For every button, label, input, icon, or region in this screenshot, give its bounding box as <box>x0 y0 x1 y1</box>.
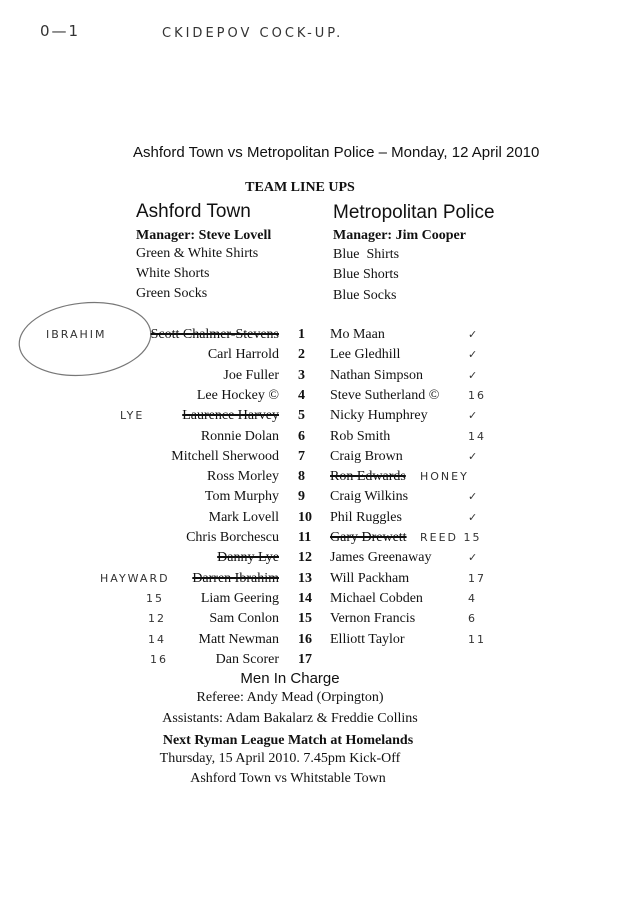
away-player-handwritten-note: ✓ <box>468 510 480 524</box>
away-player-name: Lee Gledhill <box>330 347 401 363</box>
player-row <box>0 368 628 388</box>
player-row <box>0 429 628 449</box>
next-match-fixture: Ashford Town vs Whitstable Town <box>190 771 386 786</box>
away-player-handwritten-note: ✓ <box>468 449 480 463</box>
home-player-handwritten-note: IBRAHIM <box>46 328 107 341</box>
shirt-number: 15 <box>298 611 312 627</box>
home-player-handwritten-note: 15 <box>146 591 164 605</box>
away-player-handwritten-note: 14 <box>468 429 486 443</box>
player-row <box>0 632 628 652</box>
shirt-number: 2 <box>298 347 305 363</box>
shirt-number: 13 <box>298 570 312 586</box>
shirt-number: 7 <box>298 448 305 464</box>
shirt-number: 11 <box>298 530 312 545</box>
home-player-name: Scott Chalmer-Stevens <box>150 327 279 342</box>
shirt-number: 1 <box>298 327 305 342</box>
away-player-handwritten-note: ✓ <box>468 348 480 362</box>
home-player-name: Mark Lovell <box>208 509 279 525</box>
home-player-name: Ronnie Dolan <box>200 428 279 444</box>
away-player-handwritten-note: ✓ <box>468 490 480 504</box>
player-row <box>0 550 628 570</box>
away-player-name: Elliott Taylor <box>330 631 405 647</box>
away-kit-shirts: Blue Shirts <box>333 247 400 262</box>
away-player-name: Rob Smith <box>330 428 391 444</box>
away-player-name: Phil Ruggles <box>330 509 402 525</box>
home-player-handwritten-note: 14 <box>148 632 166 646</box>
shirt-number: 16 <box>298 631 312 647</box>
away-kit-shorts: Blue Shorts <box>333 267 399 282</box>
shirt-number: 4 <box>298 387 305 403</box>
away-player-name: Michael Cobden <box>330 590 423 606</box>
home-player-name: Laurence Harvey <box>182 408 279 424</box>
shirt-number: 17 <box>298 651 312 667</box>
player-row <box>0 327 628 347</box>
handwritten-note: CKIDEPOV COCK-UP. <box>162 26 344 41</box>
shirt-number: 3 <box>298 367 305 383</box>
away-player-name: James Greenaway <box>330 550 432 566</box>
away-player-handwritten-note: 16 <box>468 388 486 402</box>
assistants-line: Assistants: Adam Bakalarz & Freddie Collins <box>162 711 418 726</box>
home-player-name: Danny Lye <box>217 550 279 566</box>
home-kit-shirts: Green & White Shirts <box>136 246 259 261</box>
away-manager: Manager: Jim Cooper <box>333 228 466 243</box>
home-player-name: Matt Newman <box>198 631 279 647</box>
away-player-name: Gary Drewett <box>330 530 407 545</box>
home-player-handwritten-note: 12 <box>148 612 166 626</box>
away-player-handwritten-note: ✓ <box>468 368 480 382</box>
home-player-name: Chris Borchescu <box>186 530 279 545</box>
away-player-name: Will Packham <box>330 570 410 586</box>
home-player-name: Liam Geering <box>200 590 279 606</box>
player-row <box>0 469 628 489</box>
away-player-handwritten-note: ✓ <box>468 551 480 565</box>
shirt-number: 10 <box>298 509 312 525</box>
away-player-name: Steve Sutherland © <box>330 387 440 403</box>
player-row <box>0 510 628 530</box>
player-row <box>0 408 628 428</box>
match-title: Ashford Town vs Metropolitan Police – Monday, 12 April 2010 <box>133 144 540 161</box>
player-row <box>0 611 628 631</box>
away-player-handwritten-note: ✓ <box>468 328 480 341</box>
shirt-number: 8 <box>298 469 305 485</box>
away-player-handwritten-note: ✓ <box>468 409 480 423</box>
shirt-number: 5 <box>298 408 305 424</box>
shirt-number: 14 <box>298 590 312 606</box>
away-player-name: Craig Brown <box>330 448 403 464</box>
home-player-name: Lee Hockey © <box>196 387 279 403</box>
next-match-date: Thursday, 15 April 2010. 7.45pm Kick-Off <box>159 751 401 766</box>
home-player-name: Sam Conlon <box>209 611 279 627</box>
next-match-heading: Next Ryman League Match at Homelands <box>162 733 414 748</box>
away-player-handwritten-note: REED 15 <box>420 531 482 544</box>
player-row <box>0 449 628 469</box>
player-row <box>0 489 628 509</box>
shirt-number: 12 <box>298 550 312 566</box>
away-player-name: Vernon Francis <box>330 611 416 627</box>
home-player-name: Dan Scorer <box>215 651 279 667</box>
away-team-name: Metropolitan Police <box>333 202 495 223</box>
away-player-handwritten-note: HONEY <box>420 470 469 484</box>
home-kit-socks: Green Socks <box>136 286 208 301</box>
home-player-name: Tom Murphy <box>204 489 279 505</box>
officials-heading: Men In Charge <box>240 670 340 687</box>
home-team-name: Ashford Town <box>136 201 251 222</box>
player-row <box>0 652 628 672</box>
shirt-number: 9 <box>298 489 305 505</box>
handwritten-score: 0—1 <box>40 22 81 40</box>
away-player-handwritten-note: 6 <box>468 612 477 626</box>
home-player-handwritten-note: LYE <box>120 409 145 423</box>
away-kit-socks: Blue Socks <box>333 288 397 303</box>
home-player-handwritten-note: HAYWARD <box>100 571 170 585</box>
home-player-name: Carl Harrold <box>207 347 279 363</box>
away-player-name: Ron Edwards <box>330 469 406 485</box>
away-player-name: Nicky Humphrey <box>330 408 428 424</box>
player-row <box>0 530 628 550</box>
home-player-name: Mitchell Sherwood <box>171 448 279 464</box>
referee-line: Referee: Andy Mead (Orpington) <box>196 690 384 705</box>
away-player-name: Nathan Simpson <box>330 367 423 383</box>
player-row <box>0 591 628 611</box>
away-player-handwritten-note: 11 <box>468 632 486 646</box>
home-player-name: Joe Fuller <box>223 367 279 383</box>
player-row <box>0 388 628 408</box>
player-row <box>0 347 628 367</box>
away-player-name: Mo Maan <box>330 327 385 342</box>
home-player-handwritten-note: 16 <box>150 652 168 666</box>
shirt-number: 6 <box>298 428 305 444</box>
home-player-name: Darren Ibrahim <box>192 570 279 586</box>
away-player-handwritten-note: 4 <box>468 591 477 605</box>
home-manager: Manager: Steve Lovell <box>136 228 272 243</box>
home-player-name: Ross Morley <box>207 469 279 485</box>
away-player-handwritten-note: 17 <box>468 571 486 585</box>
player-row <box>0 571 628 591</box>
home-kit-shorts: White Shorts <box>136 266 210 281</box>
away-player-name: Craig Wilkins <box>330 489 409 505</box>
lineups-heading: TEAM LINE UPS <box>245 180 355 195</box>
